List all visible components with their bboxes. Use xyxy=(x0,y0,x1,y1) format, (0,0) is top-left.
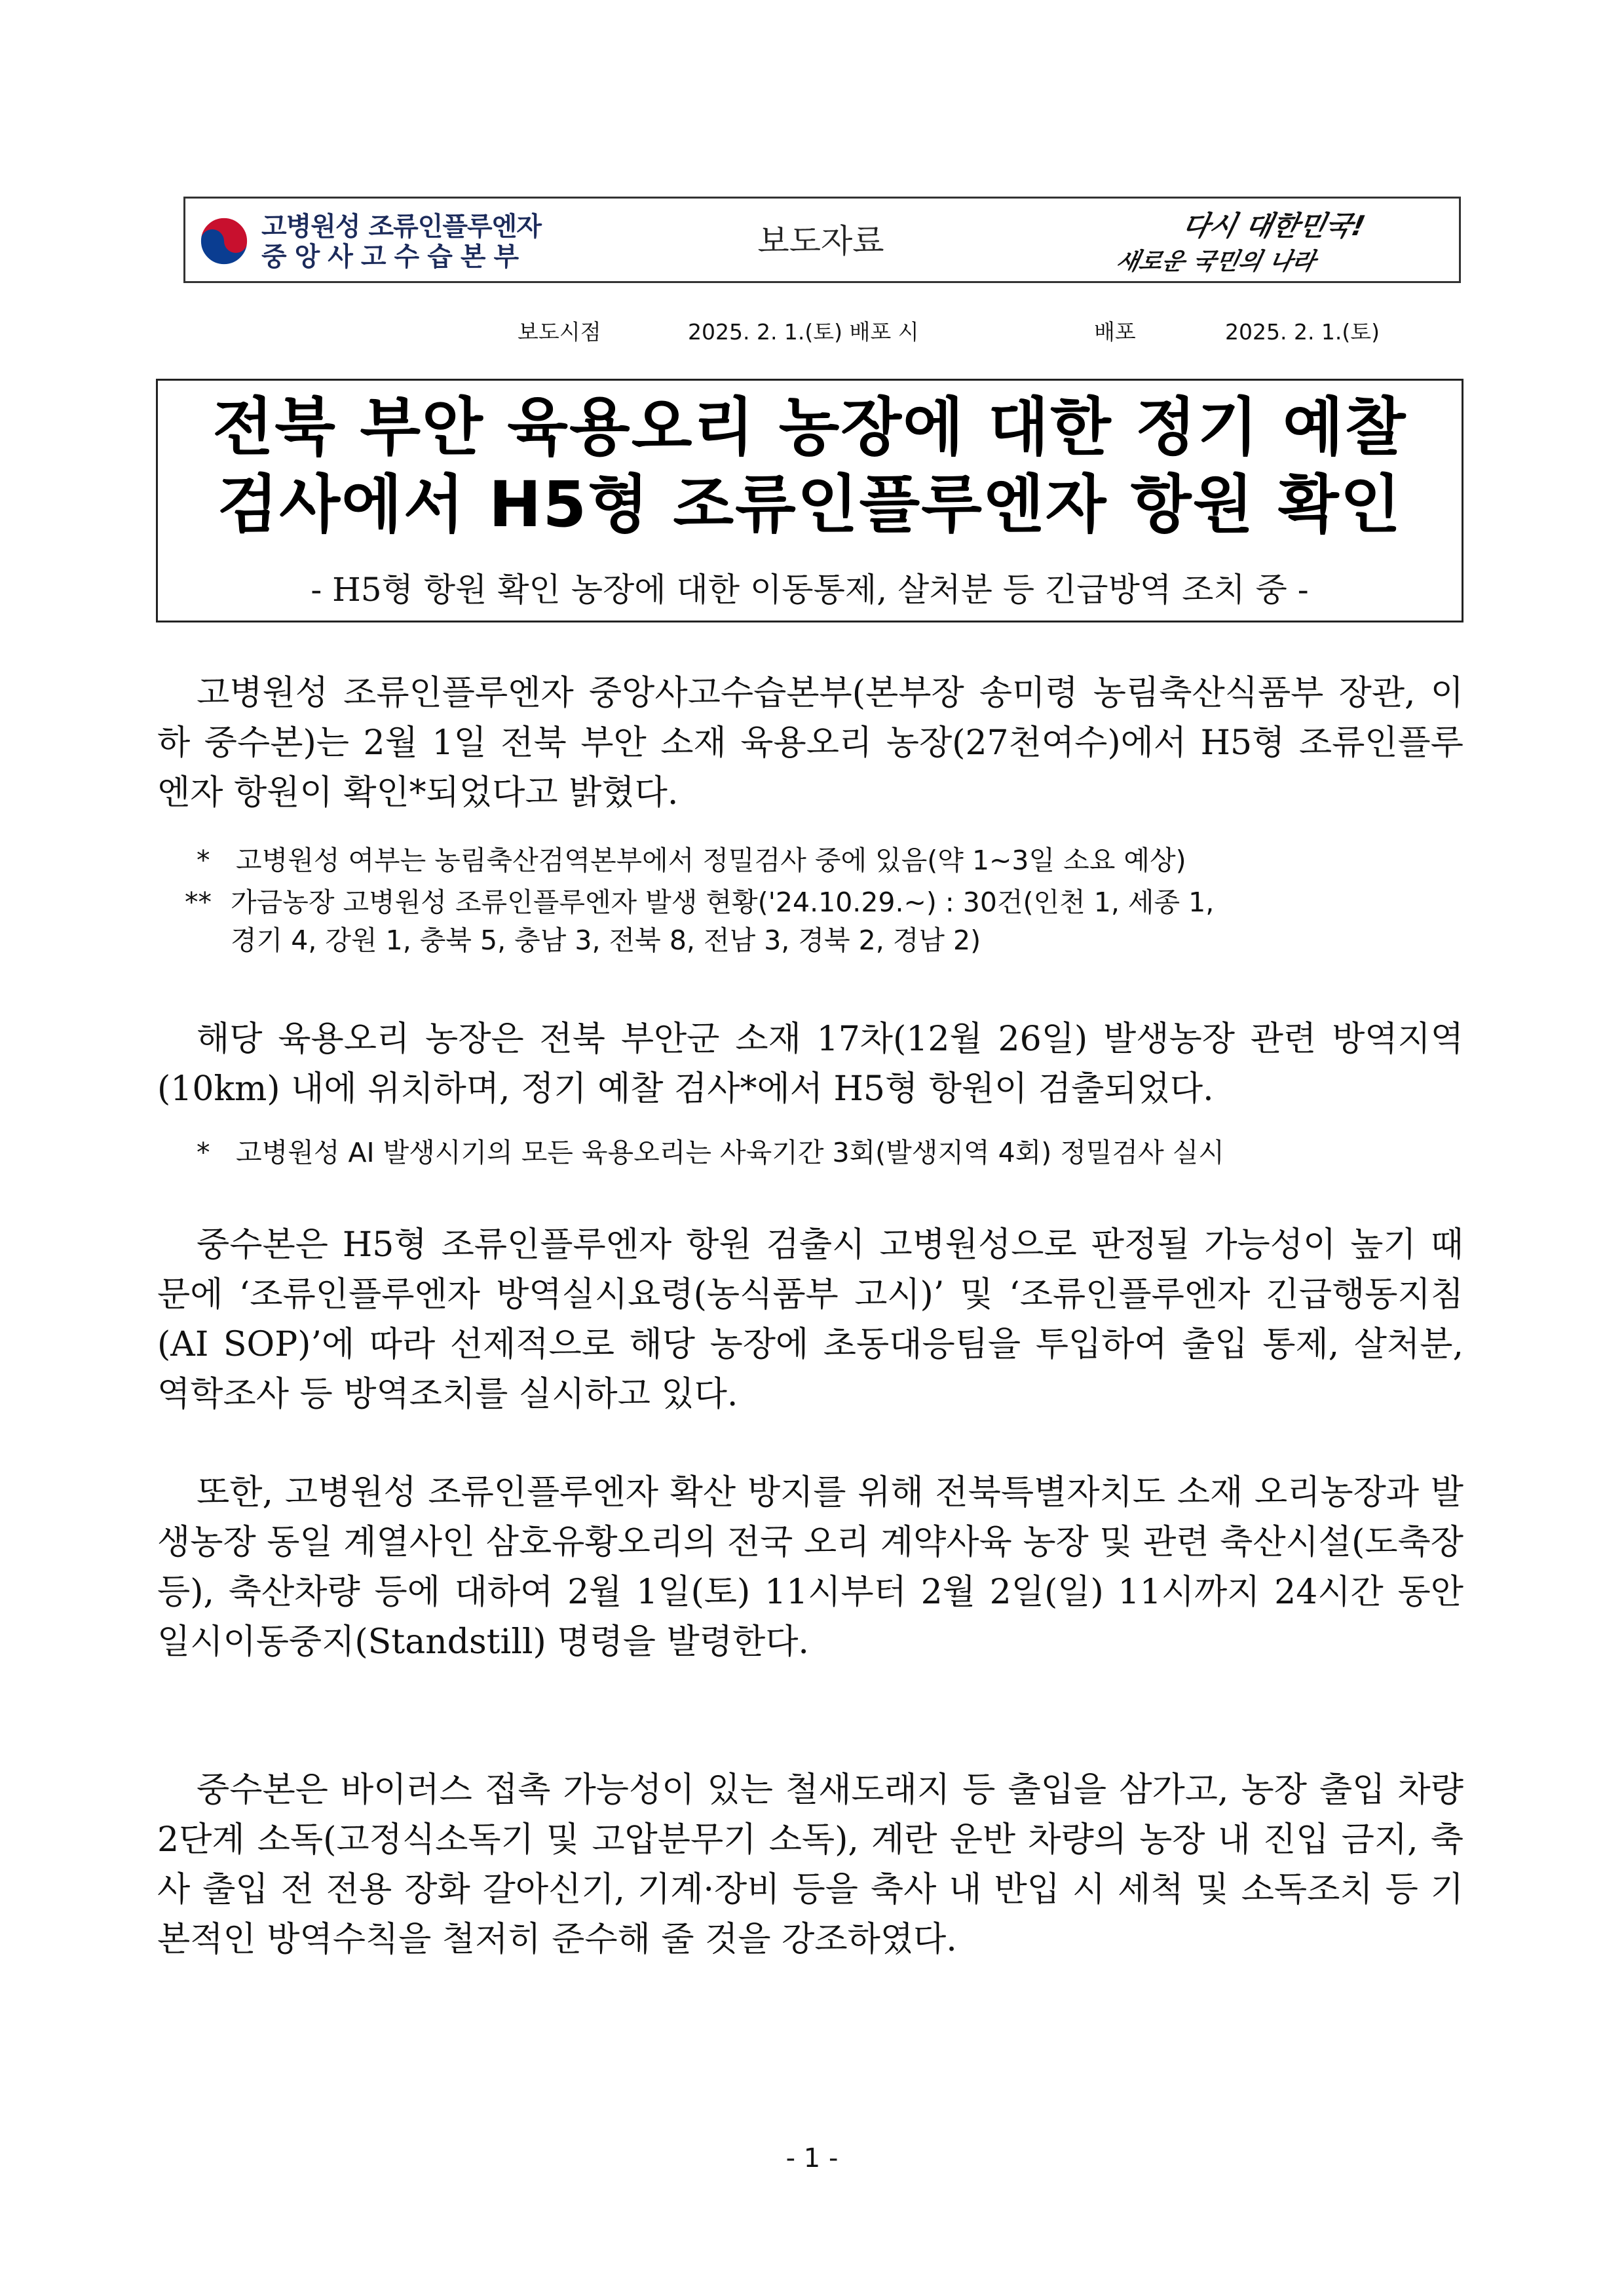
footnote-3-mark: * xyxy=(197,1137,210,1168)
footnote-3-text: 고병원성 AI 발생시기의 모든 육용오리는 사육기간 3회(발생지역 4회) 정밀검사 실시 xyxy=(236,1137,1224,1168)
footnote-2-line2: 경기 4, 강원 1, 충북 5, 충남 3, 전북 8, 전남 3, 경북 2, 경남 2) xyxy=(231,925,981,956)
title-box xyxy=(156,379,1463,622)
paragraph-1 xyxy=(157,668,1463,818)
headline xyxy=(158,389,1462,543)
release-time-label: 보도시점 xyxy=(518,319,601,345)
headline-line1: 전북 부안 육용오리 농장에 대한 정기 예찰 xyxy=(212,391,1407,464)
paragraph-5-text: 중수본은 바이러스 접촉 가능성이 있는 철새도래지 등 출입을 삼가고, 농장 출입 차량 2단계 소독(고정식소독기 및 고압분무기 소독), 계란 운반 차량의 농장 내 진입 금지, 축사 출입 전 전용 장화 갈아신기, 기계·장비 등을 축사 내 반입 시 세척 및 소독조치 등 기본적인 방역수칙을 철저히 준수해 줄 것을 강조하였다. xyxy=(157,1770,1463,1959)
agency-logo xyxy=(198,210,565,273)
svg-text:다시 대한민국!: 다시 대한민국! xyxy=(1179,210,1368,242)
footnote-1-mark: * xyxy=(197,845,210,876)
footnote-2 xyxy=(185,883,1452,959)
paragraph-1-text: 고병원성 조류인플루엔자 중앙사고수습본부(본부장 송미령 농림축산식품부 장관, 이하 중수본)는 2월 1일 전북 부안 소재 육용오리 농장(27천여수)에서 H5형 조류인플루엔자 항원이 확인*되었다고 밝혔다. xyxy=(157,674,1463,813)
paragraph-3-text: 중수본은 H5형 조류인플루엔자 항원 검출시 고병원성으로 판정될 가능성이 높기 때문에 ‘조류인플루엔자 방역실시요령(농식품부 고시)’ 및 ‘조류인플루엔자 긴급행동지침(AI SOP)’에 따라 선제적으로 해당 농장에 초동대응팀을 투입하여 출입 통제, 살처분, 역학조사 등 방역조치를 실시하고 있다. xyxy=(157,1225,1463,1414)
paragraph-3 xyxy=(157,1220,1463,1419)
logo-text-line2: 중앙사고수습본부 xyxy=(261,242,527,272)
doc-type-label: 보도자료 xyxy=(757,222,884,260)
footnote-2-line1: 가금농장 고병원성 조류인플루엔자 발생 현황('24.10.29.~) : 30건(인천 1, 세종 1, xyxy=(231,887,1215,918)
footnote-1-text: 고병원성 여부는 농림축산검역본부에서 정밀검사 중에 있음(약 1~3일 소요 예상) xyxy=(236,845,1186,876)
footnote-1 xyxy=(197,841,1463,879)
distribution-date: 2025. 2. 1.(토) xyxy=(1225,319,1380,345)
paragraph-4-text: 또한, 고병원성 조류인플루엔자 확산 방지를 위해 전북특별자치도 소재 오리농장과 발생농장 동일 계열사인 삼호유황오리의 전국 오리 계약사육 농장 및 관련 축산시설(도축장 등), 축산차량 등에 대하여 2월 1일(토) 11시부터 2월 2일(일) 11시까지 24시간 동안 일시이동중지(Standstill) 명령을 발령한다. xyxy=(157,1473,1463,1662)
distribution-label: 배포 xyxy=(1094,319,1136,345)
footnote-3 xyxy=(197,1134,1463,1172)
government-emblem-icon xyxy=(198,216,250,267)
release-time-value: 2025. 2. 1.(토) 배포 시 xyxy=(688,319,919,345)
paragraph-5 xyxy=(157,1765,1463,1964)
svg-text:새로운 국민의 나라: 새로운 국민의 나라 xyxy=(1113,247,1319,275)
paragraph-2 xyxy=(157,1014,1463,1114)
header-box xyxy=(183,197,1461,283)
subheadline: - H5형 항원 확인 농장에 대한 이동통제, 살처분 등 긴급방역 조치 중 - xyxy=(311,571,1309,609)
footnote-2-mark: ** xyxy=(185,887,212,918)
paragraph-4 xyxy=(157,1468,1463,1667)
logo-text-line1: 고병원성 조류인플루엔자 xyxy=(261,212,541,242)
headline-line2: 검사에서 H5형 조류인플루엔자 항원 확인 xyxy=(217,468,1403,541)
page-number: - 1 - xyxy=(785,2143,839,2173)
slogan-calligraphy xyxy=(1103,204,1417,278)
paragraph-2-text: 해당 육용오리 농장은 전북 부안군 소재 17차(12월 26일) 발생농장 관련 방역지역(10km) 내에 위치하며, 정기 예찰 검사*에서 H5형 항원이 검출되었다. xyxy=(157,1020,1463,1109)
